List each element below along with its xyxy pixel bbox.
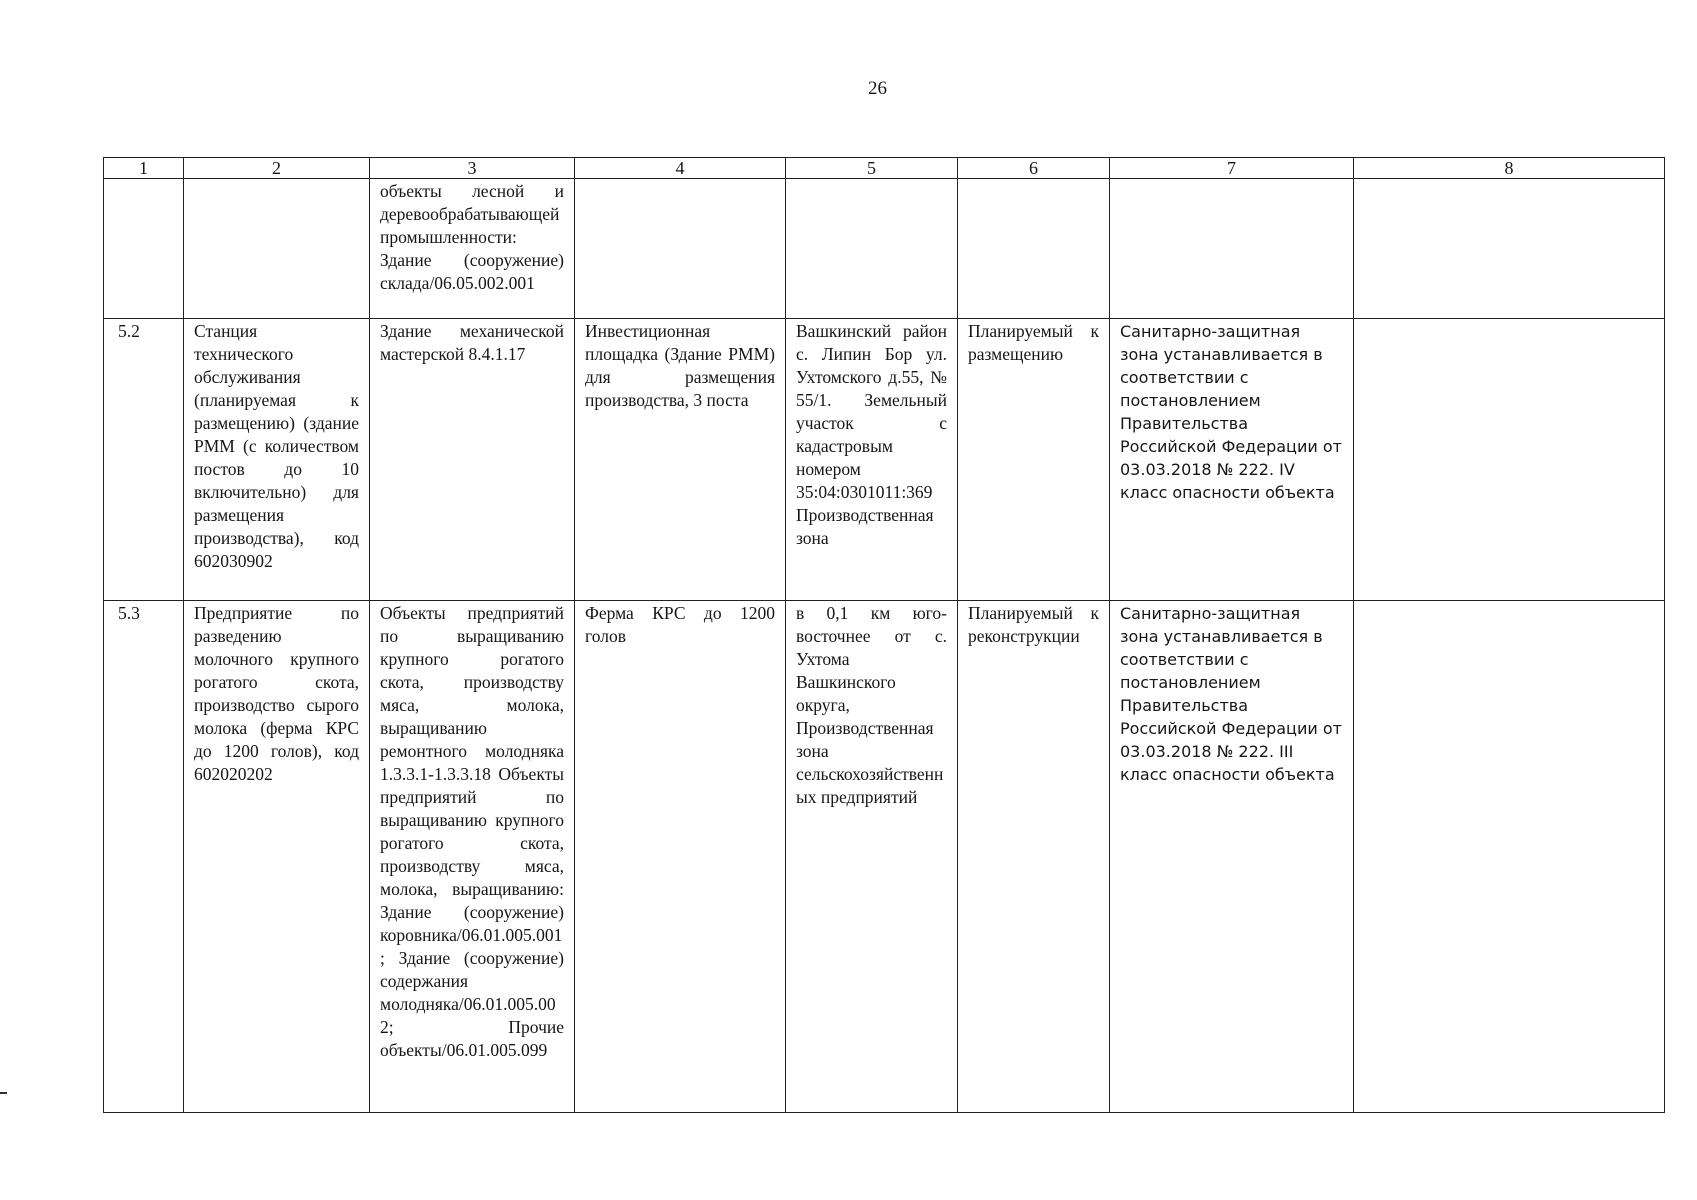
header-col-6: 6 xyxy=(958,158,1110,179)
cell-object-name xyxy=(184,179,370,319)
cell-notes xyxy=(1354,179,1665,319)
cell-protection-zone: Санитарно-защитная зона устанавливается в соответствии с постановлением Правительства Российской Федерации от 03.03.2018 № 222. IV класс опасности объекта xyxy=(1110,319,1354,601)
header-col-1: 1 xyxy=(104,158,184,179)
table-row-5-3 xyxy=(104,601,1665,1113)
cell-description: Ферма КРС до 1200 голов xyxy=(575,601,786,1113)
cell-status: Планируемый к реконструкции xyxy=(958,601,1110,1113)
cell-number: 5.2 xyxy=(104,319,184,601)
cell-protection-zone: Санитарно-защитная зона устанавливается в соответствии с постановлением Правительства Российской Федерации от 03.03.2018 № 222. III класс опасности объекта xyxy=(1110,601,1354,1113)
cell-object-name: Предприятие по разведению молочного крупного рогатого скота, производство сырого молока (ферма КРС до 1200 голов), код 602020202 xyxy=(184,601,370,1113)
cell-protection-zone xyxy=(1110,179,1354,319)
cell-notes xyxy=(1354,319,1665,601)
cell-object-name: Станция технического обслуживания (планируемая к размещению) (здание РММ (с количеством постов до 10 включительно) для размещения производства), код 602030902 xyxy=(184,319,370,601)
cell-classifier-object: Объекты предприятий по выращиванию крупного рогатого скота, производству мяса, молока, выращиванию ремонтного молодняка 1.3.3.1-1.3.3.18 Объекты предприятий по выращиванию крупного рогатого скота, производству мяса, молока, выращиванию: Здание (сооружение) коровника/06.01.005.001; Здание (сооружение) содержания молодняка/06.01.005.002; Прочие объекты/06.01.005.099 xyxy=(370,601,575,1113)
header-row xyxy=(104,158,1665,179)
header-col-5: 5 xyxy=(786,158,958,179)
header-col-2: 2 xyxy=(184,158,370,179)
page-number: 26 xyxy=(868,78,887,99)
margin-mark xyxy=(0,1092,7,1094)
table-row-5-2 xyxy=(104,319,1665,601)
cell-description: Инвестиционная площадка (Здание РММ) для размещения производства, 3 поста xyxy=(575,319,786,601)
cell-description xyxy=(575,179,786,319)
cell-location: в 0,1 км юго-восточнее от с. Ухтома Вашкинского округа, Производственная зона сельскохозяйственных предприятий xyxy=(786,601,958,1113)
header-col-3: 3 xyxy=(370,158,575,179)
cell-location: Вашкинский район с. Липин Бор ул. Ухтомского д.55, № 55/1. Земельный участок с кадастровым номером 35:04:0301011:369 Производственная зона xyxy=(786,319,958,601)
cell-number xyxy=(104,179,184,319)
header-col-7: 7 xyxy=(1110,158,1354,179)
cell-classifier-object: Здание механической мастерской 8.4.1.17 xyxy=(370,319,575,601)
cell-location xyxy=(786,179,958,319)
cell-classifier-object: объекты лесной и деревообрабатывающей промышленности: Здание (сооружение) склада/06.05.002.001 xyxy=(370,179,575,319)
cell-status xyxy=(958,179,1110,319)
header-col-8: 8 xyxy=(1354,158,1665,179)
cell-number: 5.3 xyxy=(104,601,184,1113)
objects-table xyxy=(103,157,1665,1113)
table-row-continuation xyxy=(104,179,1665,319)
header-col-4: 4 xyxy=(575,158,786,179)
cell-status: Планируемый к размещению xyxy=(958,319,1110,601)
cell-notes xyxy=(1354,601,1665,1113)
